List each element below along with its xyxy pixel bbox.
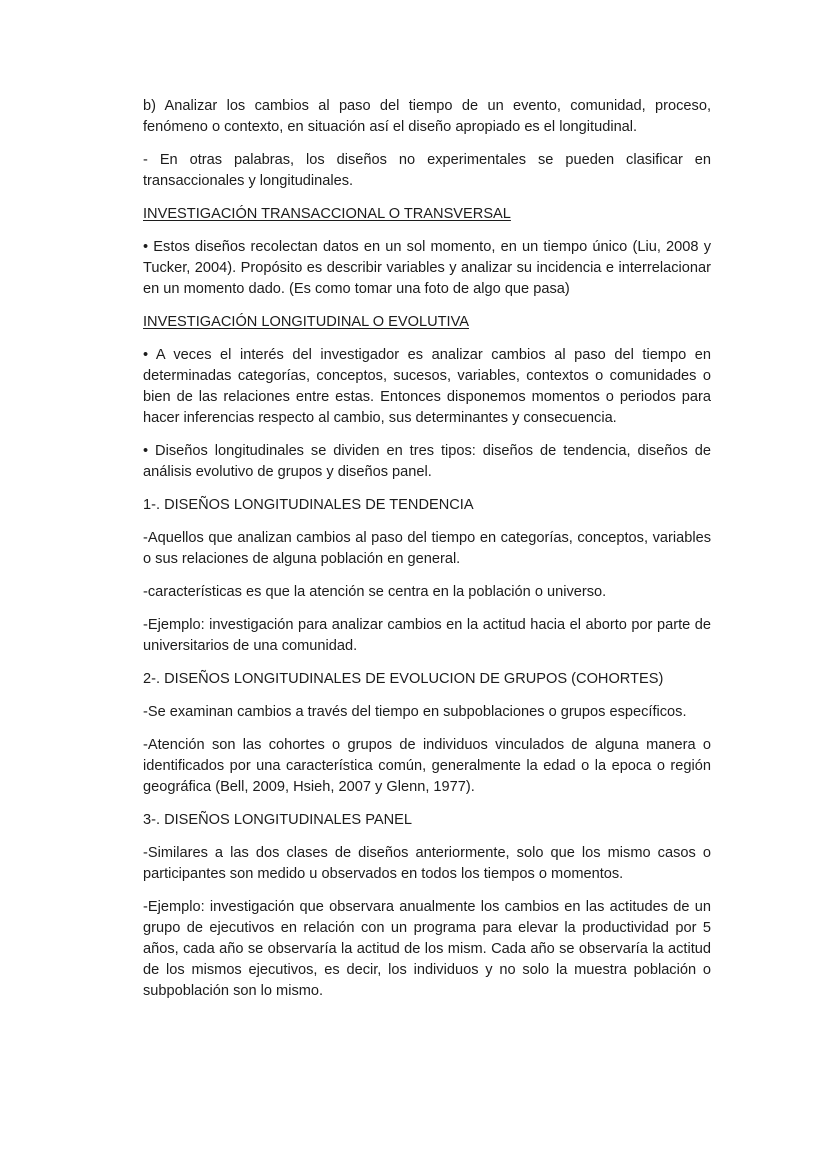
para-summary-classification: - En otras palabras, los diseños no experimentales se pueden clasificar en transaccionales y longitudinales.: [143, 152, 711, 189]
heading-tendencia: 1-. DISEÑOS LONGITUDINALES DE TENDENCIA: [143, 497, 474, 513]
para-transaccional-description: • Estos diseños recolectan datos en un sol momento, en un tiempo único (Liu, 2008 y Tucker, 2004). Propósito es describir variables y analizar su incidencia e interrelacionar en un momento dado. (Es como tomar una foto de algo que pasa): [143, 239, 711, 297]
para-tendencia-definition: -Aquellos que analizan cambios al paso del tiempo en categorías, conceptos, variables o sus relaciones de alguna población en general.: [143, 530, 711, 567]
para-longitudinal-interest: • A veces el interés del investigador es analizar cambios al paso del tiempo en determinadas categorías, conceptos, sucesos, variables, contextos o comunidades o bien de las relaciones entre estas. Entonces disponemos momentos o periodos para hacer inferencias respecto al cambio, sus determinantes y consecuencia.: [143, 347, 711, 426]
para-tendencia-example: -Ejemplo: investigación para analizar cambios en la actitud hacia el aborto por parte de universitarios de una comunidad.: [143, 617, 711, 654]
heading-longitudinal: INVESTIGACIÓN LONGITUDINAL O EVOLUTIVA: [143, 314, 469, 330]
para-objective-b: b) Analizar los cambios al paso del tiempo de un evento, comunidad, proceso, fenómeno o contexto, en situación así el diseño apropiado es el longitudinal.: [143, 98, 711, 135]
para-cohortes-attention: -Atención son las cohortes o grupos de individuos vinculados de alguna manera o identificados por una característica común, generalmente la edad o la epoca o región geográfica (Bell, 2009, Hsieh, 2007 y Glenn, 1977).: [143, 737, 711, 795]
heading-panel: 3-. DISEÑOS LONGITUDINALES PANEL: [143, 812, 412, 828]
para-tendencia-features: -características es que la atención se centra en la población o universo.: [143, 584, 607, 600]
document-page: [143, 96, 711, 1014]
para-cohortes-definition: -Se examinan cambios a través del tiempo en subpoblaciones o grupos específicos.: [143, 704, 687, 720]
para-panel-definition: -Similares a las dos clases de diseños anteriormente, solo que los mismo casos o participantes son medido u observados en todos los tiempos o momentos.: [143, 845, 711, 882]
heading-cohortes: 2-. DISEÑOS LONGITUDINALES DE EVOLUCION DE GRUPOS (COHORTES): [143, 671, 664, 687]
heading-transaccional: INVESTIGACIÓN TRANSACCIONAL O TRANSVERSAL: [143, 206, 511, 222]
para-panel-example: -Ejemplo: investigación que observara anualmente los cambios en las actitudes de un grupo de ejecutivos en relación con un programa para elevar la productividad por 5 años, cada año se observaría la actitud de los mism. Cada año se observaría la actitud de los mismos ejecutivos, es decir, los individuos y no solo la muestra población o subpoblación son lo mismo.: [143, 899, 711, 999]
para-longitudinal-types: • Diseños longitudinales se dividen en tres tipos: diseños de tendencia, diseños de análisis evolutivo de grupos y diseños panel.: [143, 443, 711, 480]
